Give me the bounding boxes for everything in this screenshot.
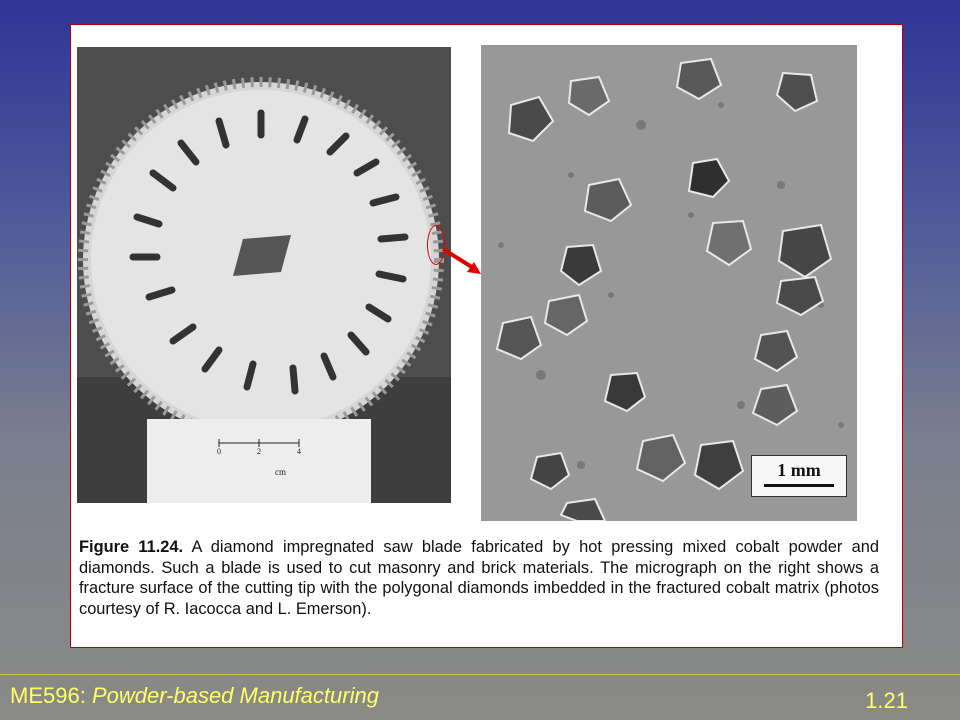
callout-arrow-icon [441, 247, 485, 277]
page-number: 1.21 [865, 688, 908, 713]
figure-caption [79, 537, 879, 619]
course-name: Powder-based Manufacturing [91, 683, 379, 708]
figure-card [70, 24, 903, 648]
footer-divider [0, 674, 960, 675]
micrograph-photo [481, 45, 857, 521]
ruler-tick-4: 4 [297, 447, 301, 456]
course-separator: : [79, 683, 92, 708]
saw-blade-photo [77, 47, 451, 503]
footer-course-title [10, 683, 379, 709]
ruler-tick-0: 0 [217, 447, 221, 456]
micrograph-scale-box [751, 455, 847, 497]
figure-label: Figure 11.24. [79, 538, 184, 556]
ruler-unit-label: cm [275, 467, 286, 477]
micrograph-scale-bar [764, 484, 834, 487]
figure-caption-text: A diamond impregnated saw blade fabricated by hot pressing mixed cobalt powder and diamonds. Such a blade is used to cut masonry and brick materials. The micrograph on the right shows a fracture surface of the cutting tip with the polygonal diamonds imbedded in the fractured cobalt matrix (photos courtesy of R. Iacocca and L. Emerson). [79, 538, 879, 618]
course-code: ME596 [10, 683, 80, 708]
micrograph-scale-label: 1 mm [777, 460, 821, 480]
ruler-tick-2: 2 [257, 447, 261, 456]
